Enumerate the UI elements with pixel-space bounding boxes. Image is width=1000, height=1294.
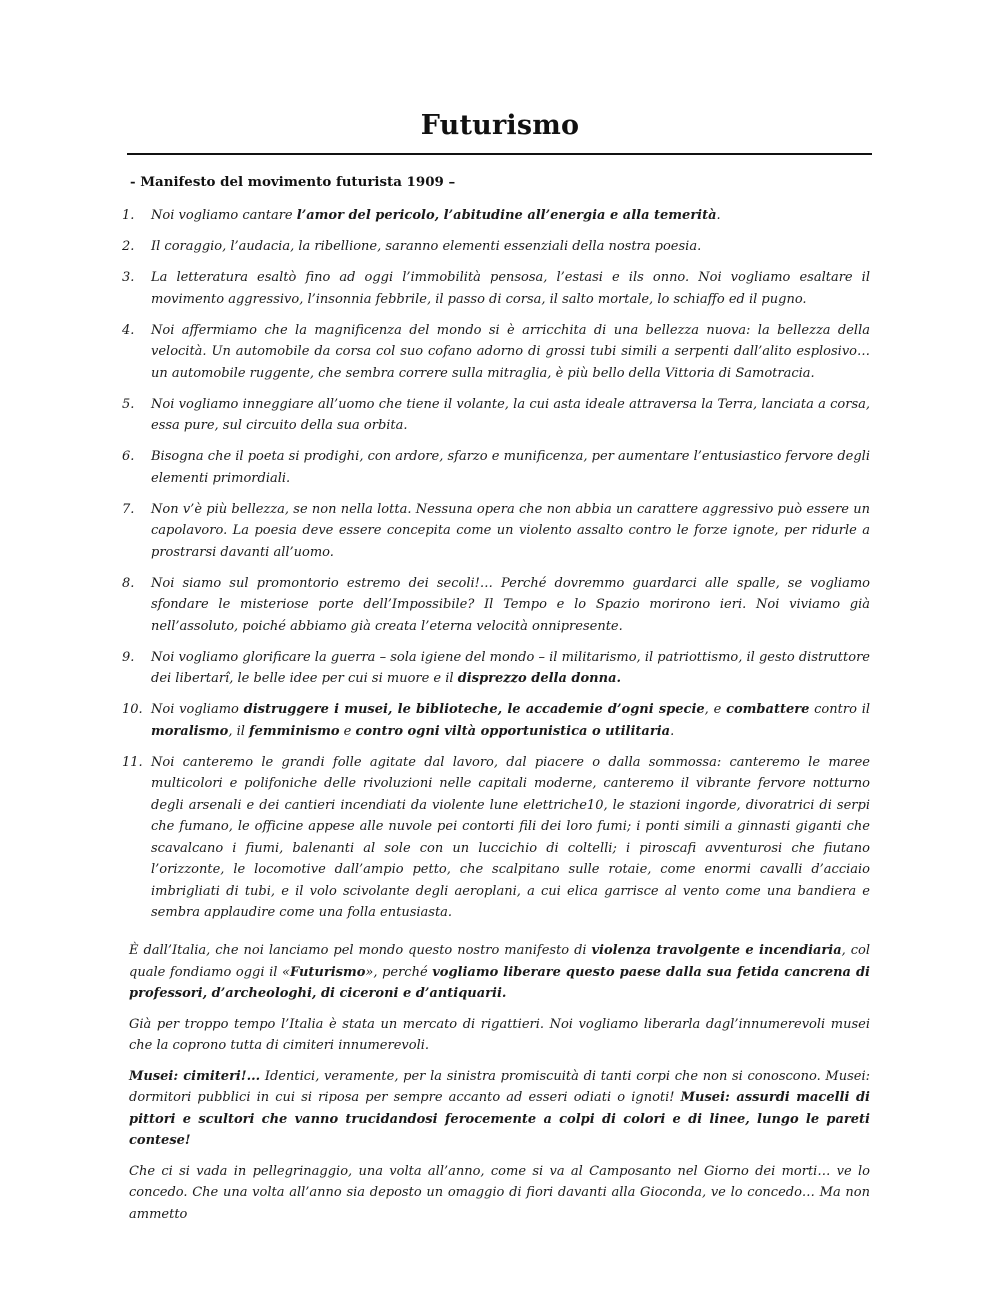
closing-paragraphs: [129, 940, 870, 1234]
point-text: [151, 446, 870, 489]
body-paragraph: [129, 1066, 870, 1152]
text-segment: Noi affermiamo che la magnificenza del mondo si è arricchita di una bellezza nuova: la bellezza della velocità. Un automobile da corsa col suo cofano adorno di grossi tubi simili a serpenti dall’alito esplosivo… un automobile ruggente, che sembra correre sulla mitraglia, è più bello della Vittoria di Samotracia.: [151, 322, 870, 381]
text-segment: contro il: [809, 702, 871, 717]
point-text: [151, 573, 870, 638]
subtitle: - Manifesto del movimento futurista 1909 –: [130, 174, 456, 190]
text-segment: .: [716, 208, 721, 223]
manifesto-point: [122, 647, 870, 690]
text-segment: Noi vogliamo glorificare la guerra – sola igiene del mondo – il militarismo, il patriottismo, il gesto distruttore dei libertarî, le belle idee per cui si muore e il: [151, 649, 870, 686]
text-segment: Noi vogliamo inneggiare all’uomo che tiene il volante, la cui asta ideale attraversa la Terra, lanciata a corsa, essa pure, sul circuito della sua orbita.: [151, 396, 870, 433]
text-segment: Identici, veramente, per la sinistra promiscuità di tanti corpi che non si conoscono. Musei: dormitori pubblici in cui si riposa per sempre accanto ad esseri odiati o ignoti!: [129, 1068, 870, 1105]
text-segment: Noi vogliamo: [151, 702, 244, 717]
manifesto-points-list: [122, 205, 870, 933]
text-segment: Noi canteremo le grandi folle agitate dal lavoro, dal piacere o dalla sommossa: canteremo le maree multicolori e polifoniche delle rivoluzioni nelle capitali moderne, canteremo il vibrante fervore notturno degli arsenali e dei cantieri incendiati da violente lune elettriche10, le stazioni ingorde, divoratrici di serpi che fumano, le officine appese alle nuvole pei contorti fili dei loro fumi; i ponti simili a ginnasti giganti che scavalcano i fiumi, balenanti al sole con un luccichio di coltelli; i piroscafi avventurosi che fiutano l’orizzonte, le locomotive dall’ampio petto, che scalpitano sulle rotaie, come enormi cavalli d’acciaio imbrigliati di tubi, e il volo scivolante degli aeroplani, a cui elica garrisce al vento come una bandiera e sembra applaudire come una folla entusiasta.: [151, 754, 870, 920]
point-text: [151, 205, 870, 227]
text-segment: Il coraggio, l’audacia, la ribellione, saranno elementi essenziali della nostra poesia.: [151, 239, 702, 254]
manifesto-point: [122, 446, 870, 489]
text-segment: Noi siamo sul promontorio estremo dei secoli!… Perché dovremmo guardarci alle spalle, se vogliamo sfondare le misteriose porte dell’Impossibile? Il Tempo e lo Spazio morirono ieri. Noi viviamo già nell’assoluto, poiché abbiamo già creata l’eterna velocità onnipresente.: [151, 575, 870, 634]
text-segment: e: [339, 723, 356, 739]
text-segment: , e: [704, 702, 727, 717]
text-segment: La letteratura esaltò fino ad oggi l’immobilità pensosa, l’estasi e ils onno. Noi vogliamo esaltare il movimento aggressivo, l’insonnia febbrile, il passo di corsa, il salto mortale, lo schiaffo ed il pugno.: [151, 270, 870, 307]
point-number: 3.: [122, 270, 135, 285]
point-number: 11.: [122, 754, 143, 770]
point-text: [151, 267, 870, 310]
bold-text-segment: Musei: assurdi macelli di pittori e scultori che vanno trucidandosi ferocemente a colpi di colori e di linee, lungo le pareti contese!: [129, 1090, 870, 1148]
text-segment: Noi vogliamo cantare: [151, 208, 297, 223]
point-number: 7.: [122, 501, 135, 517]
body-paragraph: [129, 1161, 870, 1226]
text-segment: Già per troppo tempo l’Italia è stata un mercato di rigattieri. Noi vogliamo liberarla dagl’innumerevoli musei che la coprono tutta di cimiteri innumerevoli.: [129, 1016, 870, 1053]
point-text: [151, 752, 870, 924]
bold-text-segment: contro ogni viltà opportunistica o utilitaria: [355, 723, 671, 739]
bold-text-segment: l’amor del pericolo, l’abitudine all’energia e alla temerità: [296, 208, 717, 223]
manifesto-point: [122, 267, 870, 310]
bold-text-segment: violenza travolgente e incendiaria: [591, 943, 842, 958]
text-segment: , col quale fondiamo oggi il «: [129, 943, 871, 980]
page-title: Futurismo: [420, 110, 580, 141]
point-text: [151, 647, 870, 690]
bold-text-segment: distruggere i musei, le biblioteche, le accademie d’ogni specie: [243, 702, 705, 717]
point-number: 2.: [122, 239, 135, 254]
text-segment: .: [670, 723, 675, 739]
manifesto-point: [122, 205, 870, 227]
point-number: 5.: [122, 396, 135, 412]
bold-text-segment: femminismo: [249, 723, 340, 739]
bold-text-segment: vogliamo liberare questo paese dalla sua fetida cancrena di professori, d’archeologhi, di ciceroni e d’antiquarii.: [129, 964, 870, 1001]
point-text: [151, 236, 870, 258]
point-text: [151, 699, 870, 742]
bold-text-segment: Musei: cimiteri!...: [129, 1068, 261, 1084]
manifesto-point: [122, 320, 870, 385]
point-number: 4.: [122, 322, 135, 338]
text-segment: Che ci si vada in pellegrinaggio, una volta all’anno, come si va al Camposanto nel Giorno dei morti… ve lo concedo. Che una volta all’anno sia deposto un omaggio di fiori davanti alla Gioconda, ve lo concedo… Ma non ammetto: [129, 1163, 870, 1222]
body-paragraph: [129, 1014, 870, 1057]
text-segment: , il: [228, 723, 250, 739]
point-number: 1.: [122, 208, 135, 223]
bold-text-segment: combattere: [726, 702, 810, 717]
point-number: 6.: [122, 449, 135, 464]
text-segment: », perché: [365, 964, 433, 980]
bold-text-segment: disprezzo della donna.: [457, 671, 622, 686]
point-text: [151, 394, 870, 437]
manifesto-point: [122, 499, 870, 564]
manifesto-point: [122, 699, 870, 742]
manifesto-point: [122, 236, 870, 258]
point-text: [151, 320, 870, 385]
manifesto-point: [122, 394, 870, 437]
text-segment: Bisogna che il poeta si prodighi, con ardore, sfarzo e munificenza, per aumentare l’entusiastico fervore degli elementi primordiali.: [151, 449, 870, 486]
bold-text-segment: Futurismo: [289, 964, 366, 980]
point-number: 9.: [122, 649, 135, 665]
body-paragraph: [129, 940, 870, 1005]
point-text: [151, 499, 870, 564]
text-segment: Non v’è più bellezza, se non nella lotta. Nessuna opera che non abbia un carattere aggressivo può essere un capolavoro. La poesia deve essere concepita come un violento assalto contro le forze ignote, per ridurle a prostrarsi davanti all’uomo.: [151, 501, 870, 560]
title-divider: [127, 153, 872, 155]
text-segment: È dall’Italia, che noi lanciamo pel mondo questo nostro manifesto di: [129, 943, 592, 958]
manifesto-point: [122, 752, 870, 924]
bold-text-segment: moralismo: [151, 723, 229, 739]
point-number: 8.: [122, 575, 135, 591]
point-number: 10.: [122, 702, 143, 717]
manifesto-point: [122, 573, 870, 638]
